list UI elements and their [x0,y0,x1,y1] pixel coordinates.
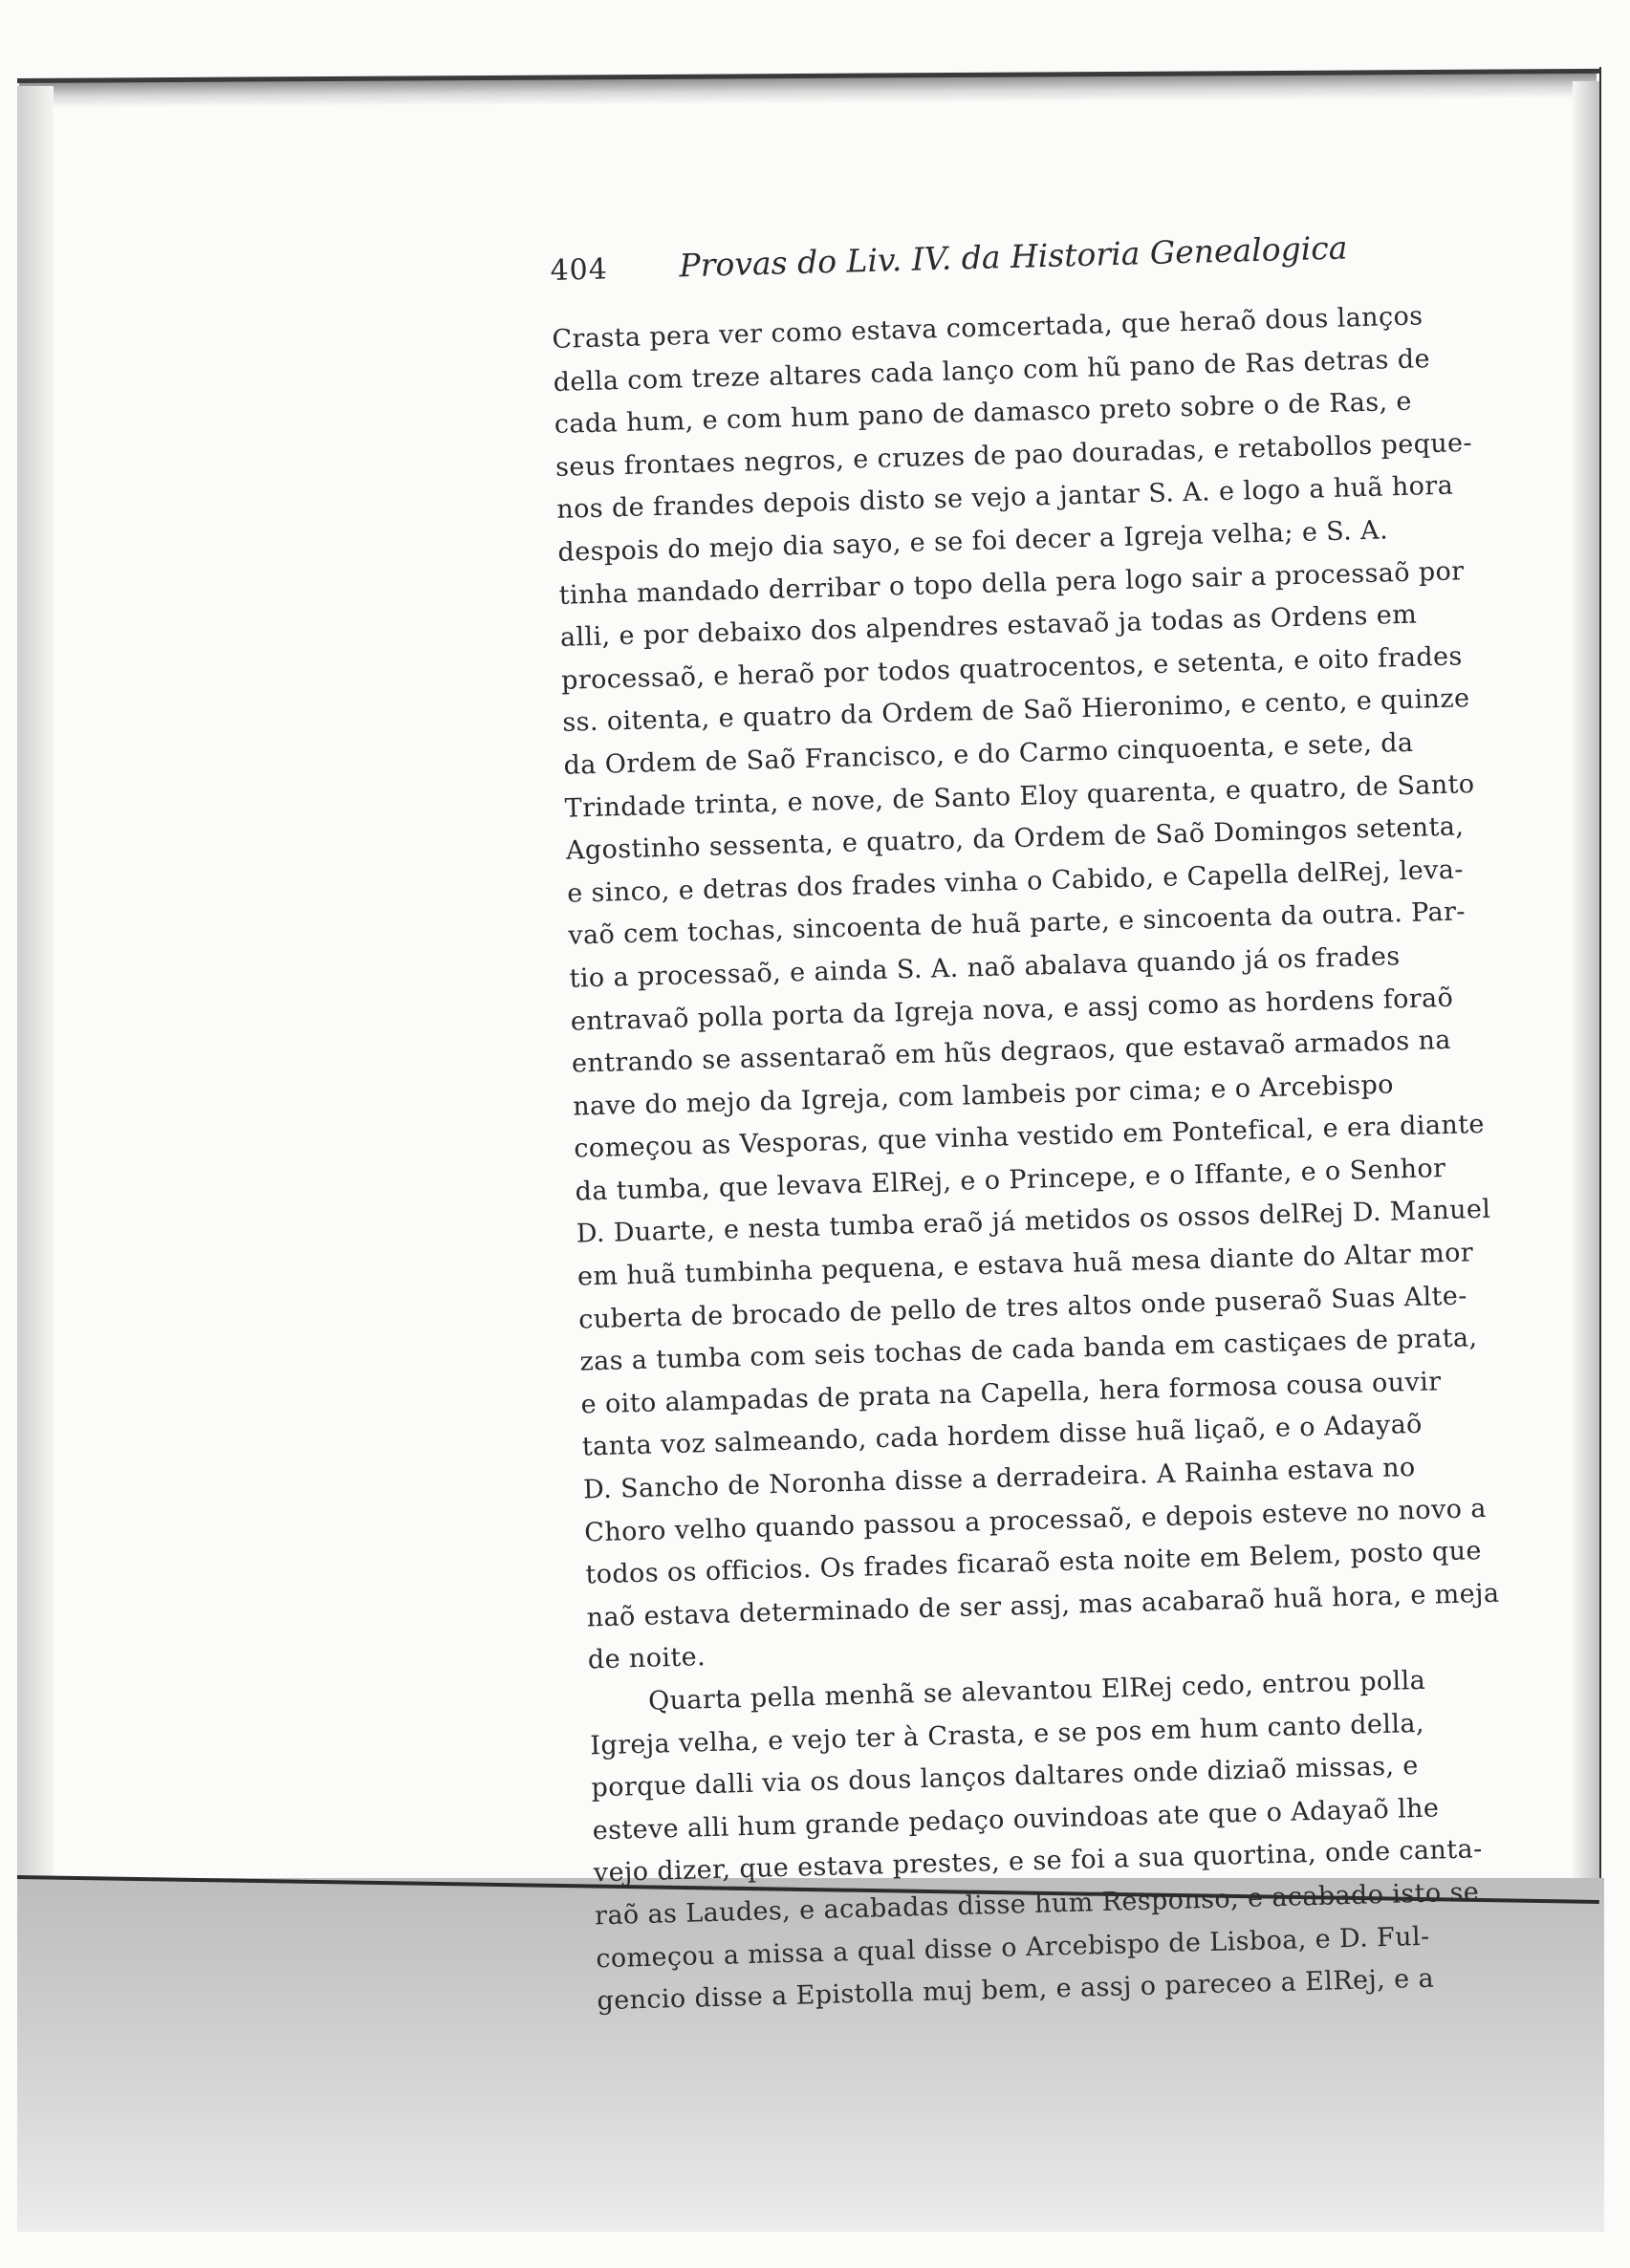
text-line: começou as Vesporas, que vinha vestido em Pontefical, e era diante [574,1110,1486,1164]
text-line: zas a tumba com seis tochas de cada banda em castiçaes de prata, [579,1323,1478,1377]
page-number: 404 [550,252,609,288]
text-line: vejo dizer, que estava prestes, e se foi a sua quortina, onde canta- [593,1834,1483,1889]
text-line: despois do mejo dia sayo, e se foi decer a Igreja velha; e S. A. [557,515,1389,568]
book-page [550,226,1515,2023]
text-line: da tumba, que levava ElRej, e o Princepe, e o Iffante, e o Senhor [575,1153,1446,1207]
text-line: D. Sancho de Noronha disse a derradeira. A Rainha estava no [582,1453,1417,1505]
text-line: naõ estava determinado de ser assj, mas acabaraõ huã hora, e meja [586,1578,1500,1633]
text-line: Choro velho quando passou a processaõ, e depois esteve no novo a [583,1493,1488,1548]
text-line: Igreja velha, e vejo ter à Crasta, e se pos em hum canto della, [589,1708,1425,1761]
scan-shadow-right [1573,81,1601,1945]
text-line: em huã tumbinha pequena, e estava huã mesa diante do Altar mor [576,1238,1474,1292]
text-line: nos de frandes depois disto se vejo a jantar S. A. e logo a huã hora [555,470,1454,526]
text-line: raõ as Laudes, e acabadas disse hum Responso, e acabado isto se [594,1877,1480,1932]
text-line: e oito alampadas de prata na Capella, hera formosa cousa ouvir [580,1367,1442,1420]
text-line: e sinco, e detras dos frades vinha o Cabido, e Capella delRej, leva- [566,854,1465,909]
text-line: della com treze altares cada lanço com hũ pano de Ras detras de [553,343,1431,398]
text-line: seus frontaes negros, e cruzes de pao douradas, e retabollos peque- [554,427,1473,483]
text-line: Trindade trinta, e nove, de Santo Eloy quarenta, e quatro, de Santo [564,768,1475,824]
text-line: Agostinho sessenta, e quatro, da Ordem de Saõ Domingos setenta, [565,811,1465,866]
text-line: entrando se assentaraõ em hũs degraos, que estavaõ armados na [571,1025,1452,1079]
text-line: começou a missa a qual disse o Arcebispo de Lisboa, e D. Ful- [595,1921,1430,1974]
text-line: Crasta pera ver como estava comcertada, que heraõ dous lanços [552,301,1424,355]
text-line: porque dalli via os dous lanços daltares onde diziaõ missas, e [591,1751,1420,1804]
text-line: vaõ cem tochas, sincoenta de huã parte, e sincoenta da outra. Par- [567,896,1467,952]
text-line: alli, e por debaixo dos alpendres estavaõ ja todas as Ordens em [559,599,1418,654]
text-line: entravaõ polla porta da Igreja nova, e assj como as hordens foraõ [570,983,1454,1037]
text-line: cuberta de brocado de pello de tres altos onde puseraõ Suas Alte- [577,1281,1468,1335]
page-right-edge [1599,67,1601,1955]
text-line: tanta voz salmeando, cada hordem disse huã liçaõ, e o Adayaõ [581,1410,1424,1462]
text-line: cada hum, e com hum pano de damasco preto sobre o de Ras, e [554,386,1413,441]
paragraph-start-line: Quarta pella menhã se alevantou ElRej cedo, entrou polla [647,1665,1426,1717]
text-line: D. Duarte, e nesta tumba eraõ já metidos os ossos delRej D. Manuel [576,1195,1491,1250]
text-line: tinha mandado derribar o topo della pera logo sair a processaõ por [558,555,1465,611]
page-header [550,226,1468,298]
text-line: todos os officios. Os frades ficaraõ esta noite em Belem, posto que [585,1536,1483,1590]
text-line: gencio disse a Epistolla muj bem, e assj o pareceo a ElRej, e a [597,1963,1435,2017]
text-body [552,294,1515,2023]
text-line: processaõ, e heraõ por todos quatrocentos, e setenta, e oito frades [560,641,1464,696]
text-line: da Ordem de Saõ Francisco, e do Carmo cinquoenta, e sete, da [563,727,1414,781]
text-line: nave do mejo da Igreja, com lambeis por cima; e o Arcebispo [572,1069,1395,1122]
text-line: de noite. [587,1642,706,1675]
text-line: tio a processaõ, e ainda S. A. naõ abalava quando já os frades [569,941,1401,994]
text-line: ss. oitenta, e quatro da Ordem de Saõ Hieronimo, e cento, e quinze [561,683,1470,739]
scan-shadow-left [17,86,54,1902]
running-title: Provas do Liv. IV. da Historia Genealogica [678,228,1348,285]
text-line: esteve alli hum grande pedaço ouvindoas ate que o Adayaõ lhe [592,1793,1440,1847]
